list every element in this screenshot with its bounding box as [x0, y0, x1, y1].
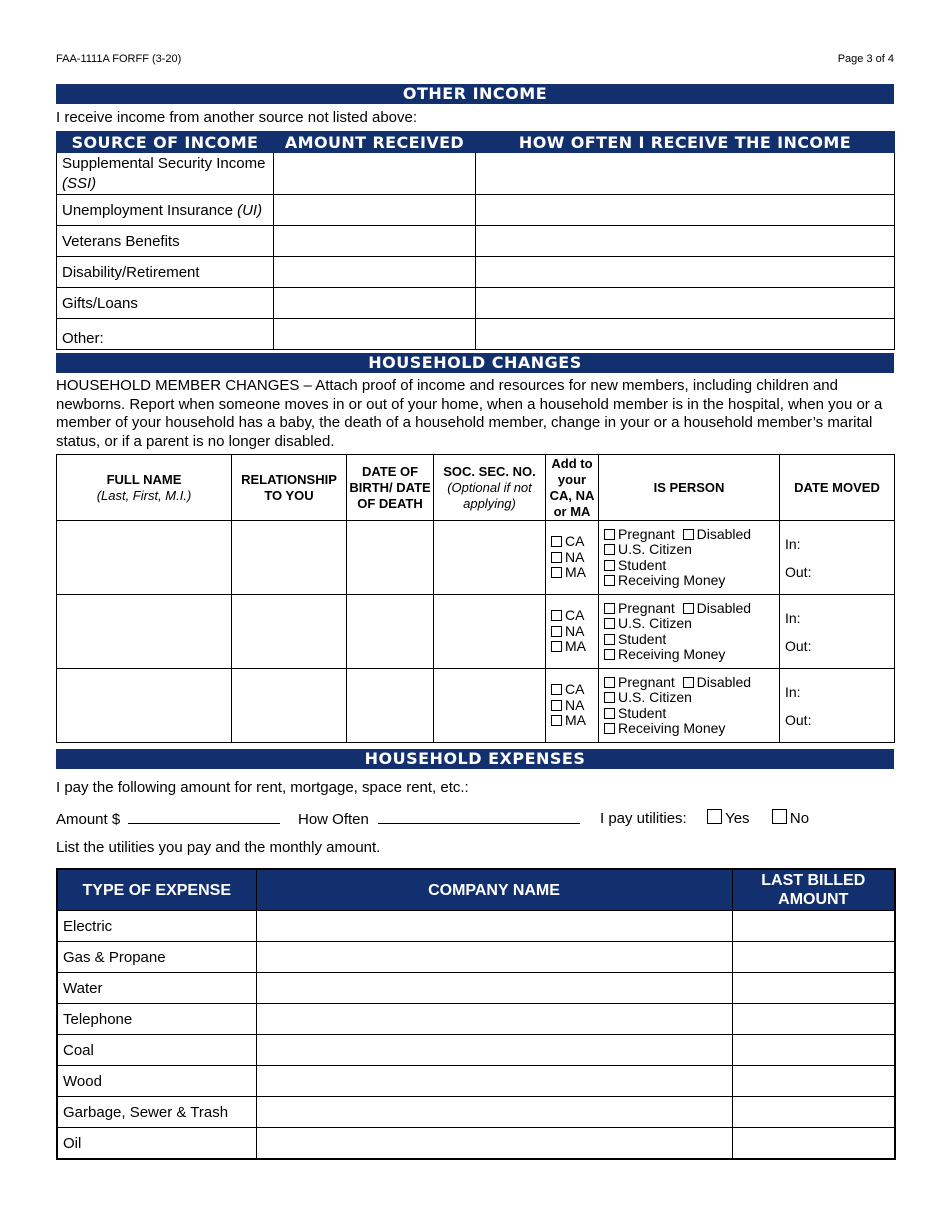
household-members-table	[56, 454, 895, 743]
utilities-no-label: No	[789, 810, 810, 827]
utilities-list-line: List the utilities you pay and the monthly amount.	[56, 839, 381, 856]
pregnant-label: Pregnant	[618, 673, 675, 690]
receiving-money-label: Receiving Money	[618, 572, 726, 588]
program-option-label: NA	[565, 696, 585, 713]
income-row	[57, 153, 895, 195]
ssn-field[interactable]	[434, 669, 546, 743]
disabled-label: Disabled	[696, 525, 752, 542]
income-row	[57, 319, 895, 350]
col-add-to-program: Add to your CA, NA or MA	[546, 455, 599, 521]
moved-out-label: Out:	[785, 563, 812, 580]
disabled-label: Disabled	[696, 673, 752, 690]
pregnant-checkbox[interactable]	[604, 603, 615, 614]
income-source-label: Other:	[57, 319, 274, 350]
relationship-field[interactable]	[232, 669, 347, 743]
expense-type-label: Water	[57, 973, 256, 1004]
company-name-field[interactable]	[256, 1097, 732, 1128]
expense-type-label: Oil	[57, 1128, 256, 1160]
full-name-field[interactable]	[57, 595, 232, 669]
expense-type-label: Coal	[57, 1035, 256, 1066]
utilities-label: I pay utilities:	[600, 810, 687, 827]
program-checkbox[interactable]	[551, 536, 562, 547]
program-checkbox-group	[546, 521, 599, 595]
moved-out-label: Out:	[785, 711, 812, 728]
amount-received-field[interactable]	[274, 153, 476, 195]
citizen-checkbox[interactable]	[604, 618, 615, 629]
company-name-field[interactable]	[256, 942, 732, 973]
company-name-field[interactable]	[256, 1004, 732, 1035]
date-moved-cell[interactable]	[780, 669, 895, 743]
program-checkbox[interactable]	[551, 567, 562, 578]
rent-how-often-field[interactable]	[378, 809, 580, 824]
company-name-field[interactable]	[256, 973, 732, 1004]
date-of-birth-death-field[interactable]	[347, 521, 434, 595]
program-option-label: MA	[565, 564, 586, 581]
disabled-label: Disabled	[696, 599, 752, 616]
last-billed-amount-field[interactable]	[732, 942, 895, 973]
col-ssn: SOC. SEC. NO.	[443, 463, 536, 479]
citizen-label: U.S. Citizen	[618, 689, 692, 705]
amount-received-field[interactable]	[274, 319, 476, 350]
rent-amount-row	[56, 809, 280, 828]
company-name-field[interactable]	[256, 1066, 732, 1097]
col-full-name-note: (Last, First, M.I.)	[96, 487, 192, 503]
expense-type-label: Garbage, Sewer & Trash	[57, 1097, 256, 1128]
date-of-birth-death-field[interactable]	[347, 595, 434, 669]
expense-row	[57, 1035, 895, 1066]
col-source-of-income: SOURCE OF INCOME	[57, 132, 274, 153]
form-id: FAA-1111A FORFF (3-20)	[56, 53, 182, 65]
income-source-note: (SSI)	[62, 174, 97, 192]
col-relationship: RELATIONSHIP TO YOU	[232, 455, 347, 521]
income-source-label: Unemployment Insurance	[62, 201, 233, 219]
last-billed-amount-field[interactable]	[732, 1128, 895, 1160]
how-often-field[interactable]	[476, 153, 895, 195]
student-label: Student	[618, 556, 667, 573]
program-option-label: NA	[565, 548, 585, 565]
citizen-checkbox[interactable]	[604, 544, 615, 555]
program-checkbox[interactable]	[551, 552, 562, 563]
col-date-of-birth-death: DATE OF BIRTH/ DATE OF DEATH	[347, 455, 434, 521]
program-checkbox[interactable]	[551, 626, 562, 637]
income-row	[57, 288, 895, 319]
how-often-field[interactable]	[476, 257, 895, 288]
col-how-often: HOW OFTEN I RECEIVE THE INCOME	[476, 132, 895, 153]
col-type-of-expense: TYPE OF EXPENSE	[57, 869, 256, 911]
income-source-note: (UI)	[237, 201, 263, 219]
income-source-label: Gifts/Loans	[57, 288, 274, 319]
student-checkbox[interactable]	[604, 708, 615, 719]
utilities-yes-checkbox[interactable]	[707, 809, 722, 824]
utilities-no-checkbox[interactable]	[772, 809, 787, 824]
date-moved-cell[interactable]	[780, 595, 895, 669]
receiving-money-checkbox[interactable]	[604, 649, 615, 660]
moved-out-label: Out:	[785, 637, 812, 654]
last-billed-amount-field[interactable]	[732, 911, 895, 942]
income-row	[57, 195, 895, 226]
amount-label: Amount $	[56, 811, 121, 828]
disabled-checkbox[interactable]	[683, 677, 694, 688]
amount-received-field[interactable]	[274, 288, 476, 319]
citizen-label: U.S. Citizen	[618, 541, 692, 557]
company-name-field[interactable]	[256, 1128, 732, 1160]
col-full-name: FULL NAME	[106, 471, 182, 487]
program-checkbox[interactable]	[551, 700, 562, 711]
expense-type-label: Electric	[57, 911, 256, 942]
amount-received-field[interactable]	[274, 257, 476, 288]
expense-type-label: Gas & Propane	[57, 942, 256, 973]
ssn-field[interactable]	[434, 521, 546, 595]
household-expenses-heading: HOUSEHOLD EXPENSES	[56, 749, 894, 769]
student-label: Student	[618, 704, 667, 721]
is-person-checkbox-group	[599, 669, 780, 743]
other-income-heading: OTHER INCOME	[56, 84, 894, 104]
expense-row	[57, 973, 895, 1004]
household-changes-intro: HOUSEHOLD MEMBER CHANGES – Attach proof of income and resources for new members, including children and newborns. Report when someone moves in or out of your home, when a household member is in the hospital, when you or a member of your household has a baby, the death of a household member, change in your or a household member’s marital status, or if a parent is no longer disabled.	[56, 377, 883, 450]
utilities-row	[600, 809, 809, 827]
last-billed-amount-field[interactable]	[732, 1035, 895, 1066]
expense-row	[57, 1004, 895, 1035]
program-option-label: CA	[565, 681, 585, 698]
how-often-field[interactable]	[476, 195, 895, 226]
receiving-money-label: Receiving Money	[618, 646, 726, 662]
date-moved-cell[interactable]	[780, 521, 895, 595]
program-checkbox-group	[546, 669, 599, 743]
pregnant-checkbox[interactable]	[604, 529, 615, 540]
ssn-field[interactable]	[434, 595, 546, 669]
income-source-label: Disability/Retirement	[57, 257, 274, 288]
relationship-field[interactable]	[232, 595, 347, 669]
col-is-person: IS PERSON	[599, 455, 780, 521]
page-number: Page 3 of 4	[837, 53, 894, 65]
col-amount-received: AMOUNT RECEIVED	[274, 132, 476, 153]
how-often-row	[298, 809, 580, 828]
pregnant-label: Pregnant	[618, 599, 675, 616]
how-often-label: How Often	[298, 811, 369, 828]
full-name-field[interactable]	[57, 669, 232, 743]
program-checkbox[interactable]	[551, 641, 562, 652]
household-member-row	[57, 669, 895, 743]
moved-in-label: In:	[785, 609, 801, 626]
program-checkbox[interactable]	[551, 715, 562, 726]
citizen-checkbox[interactable]	[604, 692, 615, 703]
program-option-label: MA	[565, 712, 586, 729]
pregnant-checkbox[interactable]	[604, 677, 615, 688]
student-label: Student	[618, 630, 667, 647]
income-row	[57, 226, 895, 257]
moved-in-label: In:	[785, 535, 801, 552]
last-billed-amount-field[interactable]	[732, 1004, 895, 1035]
is-person-checkbox-group	[599, 521, 780, 595]
rent-amount-field[interactable]	[128, 809, 280, 824]
company-name-field[interactable]	[256, 911, 732, 942]
program-checkbox[interactable]	[551, 610, 562, 621]
last-billed-amount-field[interactable]	[732, 1097, 895, 1128]
other-income-table	[56, 131, 895, 350]
expense-type-label: Wood	[57, 1066, 256, 1097]
expense-row	[57, 1128, 895, 1160]
program-option-label: CA	[565, 533, 585, 550]
amount-received-field[interactable]	[274, 226, 476, 257]
household-member-row	[57, 521, 895, 595]
citizen-label: U.S. Citizen	[618, 615, 692, 631]
other-income-intro: I receive income from another source not listed above:	[56, 109, 418, 126]
relationship-field[interactable]	[232, 521, 347, 595]
col-date-moved: DATE MOVED	[780, 455, 895, 521]
receiving-money-checkbox[interactable]	[604, 723, 615, 734]
how-often-field[interactable]	[476, 288, 895, 319]
household-changes-heading: HOUSEHOLD CHANGES	[56, 353, 894, 373]
how-often-field[interactable]	[476, 226, 895, 257]
receiving-money-checkbox[interactable]	[604, 575, 615, 586]
company-name-field[interactable]	[256, 1035, 732, 1066]
how-often-field[interactable]	[476, 319, 895, 350]
pregnant-label: Pregnant	[618, 525, 675, 542]
is-person-checkbox-group	[599, 595, 780, 669]
full-name-field[interactable]	[57, 521, 232, 595]
expense-type-label: Telephone	[57, 1004, 256, 1035]
program-checkbox[interactable]	[551, 684, 562, 695]
amount-received-field[interactable]	[274, 195, 476, 226]
student-checkbox[interactable]	[604, 634, 615, 645]
expense-row	[57, 1066, 895, 1097]
income-source-label: Supplemental Security Income	[62, 154, 266, 172]
income-source-label: Veterans Benefits	[57, 226, 274, 257]
expense-row	[57, 1097, 895, 1128]
program-option-label: NA	[565, 622, 585, 639]
program-option-label: CA	[565, 607, 585, 624]
utility-expenses-table	[56, 868, 896, 1160]
expense-row	[57, 911, 895, 942]
disabled-checkbox[interactable]	[683, 529, 694, 540]
program-checkbox-group	[546, 595, 599, 669]
receiving-money-label: Receiving Money	[618, 720, 726, 736]
col-company-name: COMPANY NAME	[256, 869, 732, 911]
last-billed-amount-field[interactable]	[732, 1066, 895, 1097]
date-of-birth-death-field[interactable]	[347, 669, 434, 743]
rent-line: I pay the following amount for rent, mortgage, space rent, etc.:	[56, 779, 469, 796]
moved-in-label: In:	[785, 683, 801, 700]
expense-row	[57, 942, 895, 973]
disabled-checkbox[interactable]	[683, 603, 694, 614]
last-billed-amount-field[interactable]	[732, 973, 895, 1004]
student-checkbox[interactable]	[604, 560, 615, 571]
utilities-yes-label: Yes	[725, 810, 750, 827]
col-last-billed-amount: LAST BILLED AMOUNT	[732, 869, 895, 911]
program-option-label: MA	[565, 638, 586, 655]
col-ssn-note: (Optional if not applying)	[447, 479, 532, 511]
income-row	[57, 257, 895, 288]
household-member-row	[57, 595, 895, 669]
